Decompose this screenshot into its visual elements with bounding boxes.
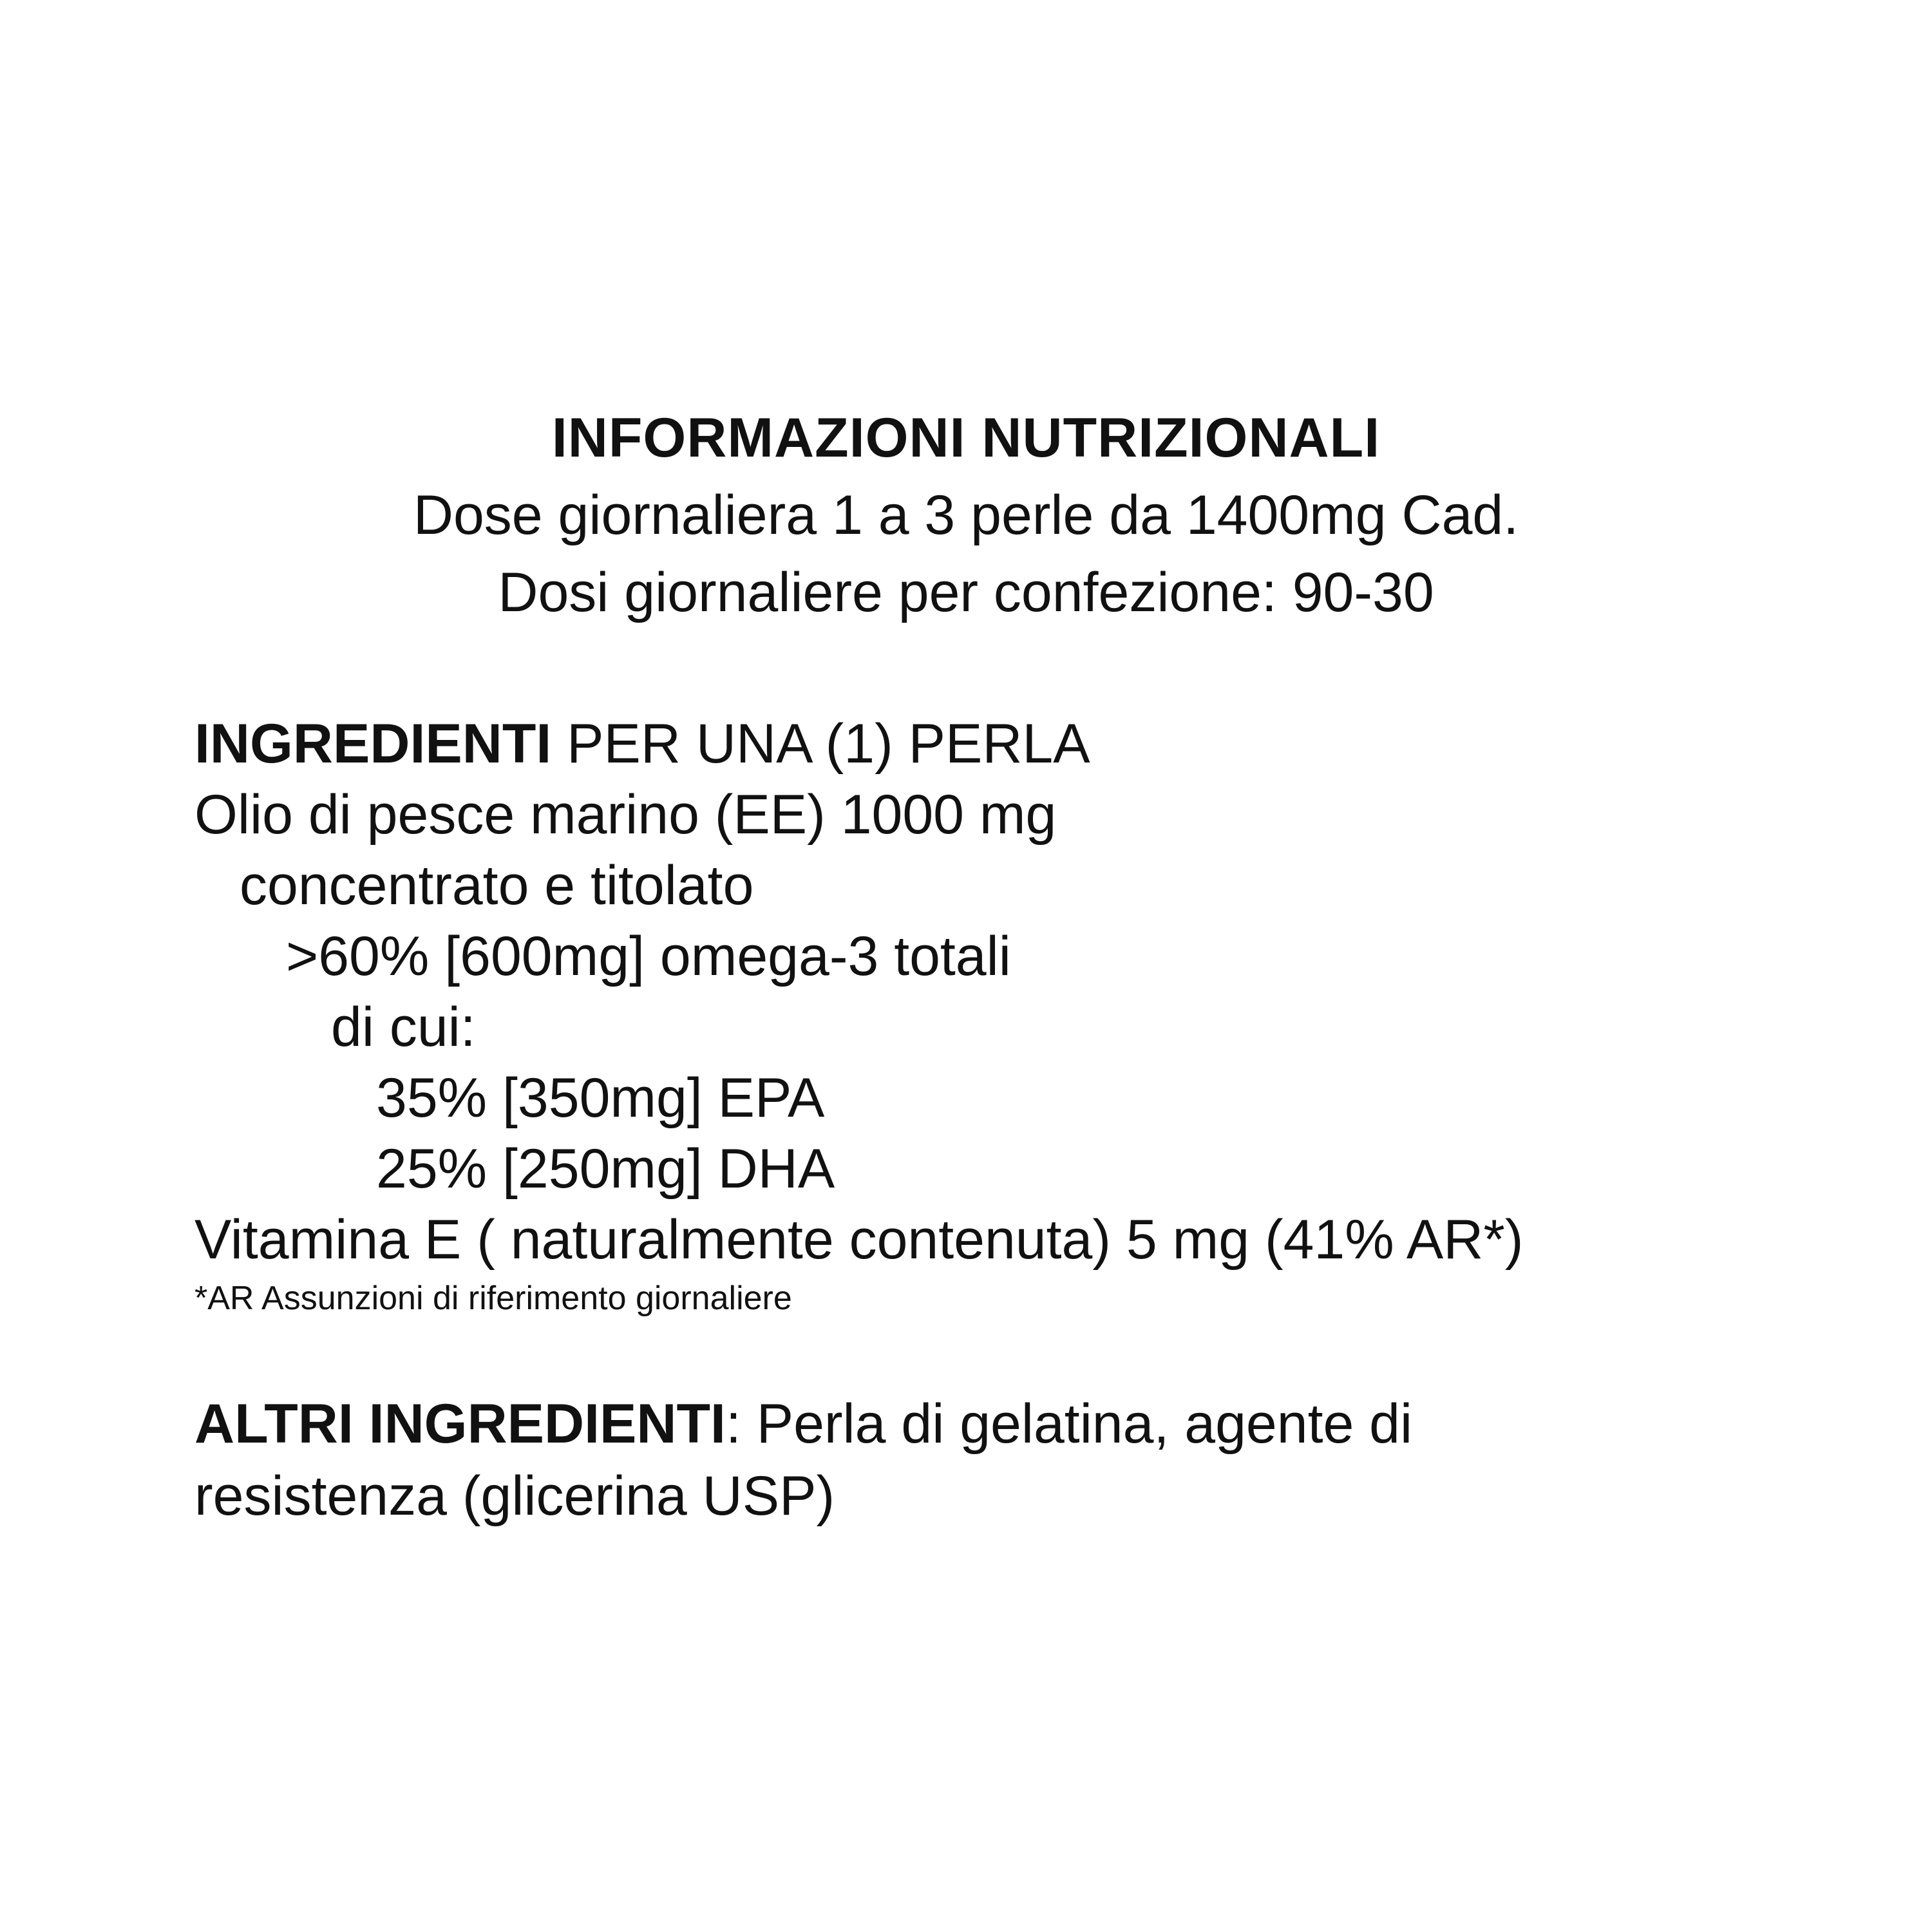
- ingredient-epa: 35% [350mg] EPA: [376, 1067, 825, 1129]
- page-title: INFORMAZIONI NUTRIZIONALI: [551, 407, 1381, 469]
- ingredient-omega3-total: >60% [600mg] omega-3 totali: [286, 925, 1011, 987]
- ingredient-concentrate: concentrato e titolato: [240, 855, 754, 916]
- other-ingredients-text-1: : Perla di gelatina, agente di: [725, 1393, 1413, 1455]
- ingredient-fish-oil: Olio di pesce marino (EE) 1000 mg: [194, 784, 1057, 846]
- other-ingredients-heading: ALTRI INGREDIENTI: [194, 1393, 726, 1455]
- ingredients-section: [194, 708, 1804, 1319]
- ingredients-heading-rest: PER UNA (1) PERLA: [551, 713, 1090, 775]
- other-ingredients-section: [194, 1388, 1804, 1532]
- ingredients-heading-bold: INGREDIENTI: [194, 713, 552, 775]
- ingredient-dha: 25% [250mg] DHA: [376, 1138, 835, 1200]
- ar-footnote: *AR Assunzioni di riferimento giornaliere: [194, 1280, 792, 1317]
- other-ingredients-line-1: [194, 1388, 1804, 1460]
- ingredient-vitamin-e: Vitamina E ( naturalmente contenuta) 5 mg (41% AR*): [194, 1209, 1524, 1271]
- ingredients-heading: [194, 708, 1804, 779]
- ingredient-of-which: di cui:: [331, 996, 476, 1058]
- doses-per-pack-text: Dosi giornaliere per confezione: 90-30: [498, 562, 1434, 623]
- daily-dose-text: Dose giornaliera 1 a 3 perle da 1400mg Cad.: [413, 484, 1519, 546]
- nutrition-header: [0, 399, 1932, 631]
- other-ingredients-line-2: resistenza (glicerina USP): [194, 1465, 835, 1527]
